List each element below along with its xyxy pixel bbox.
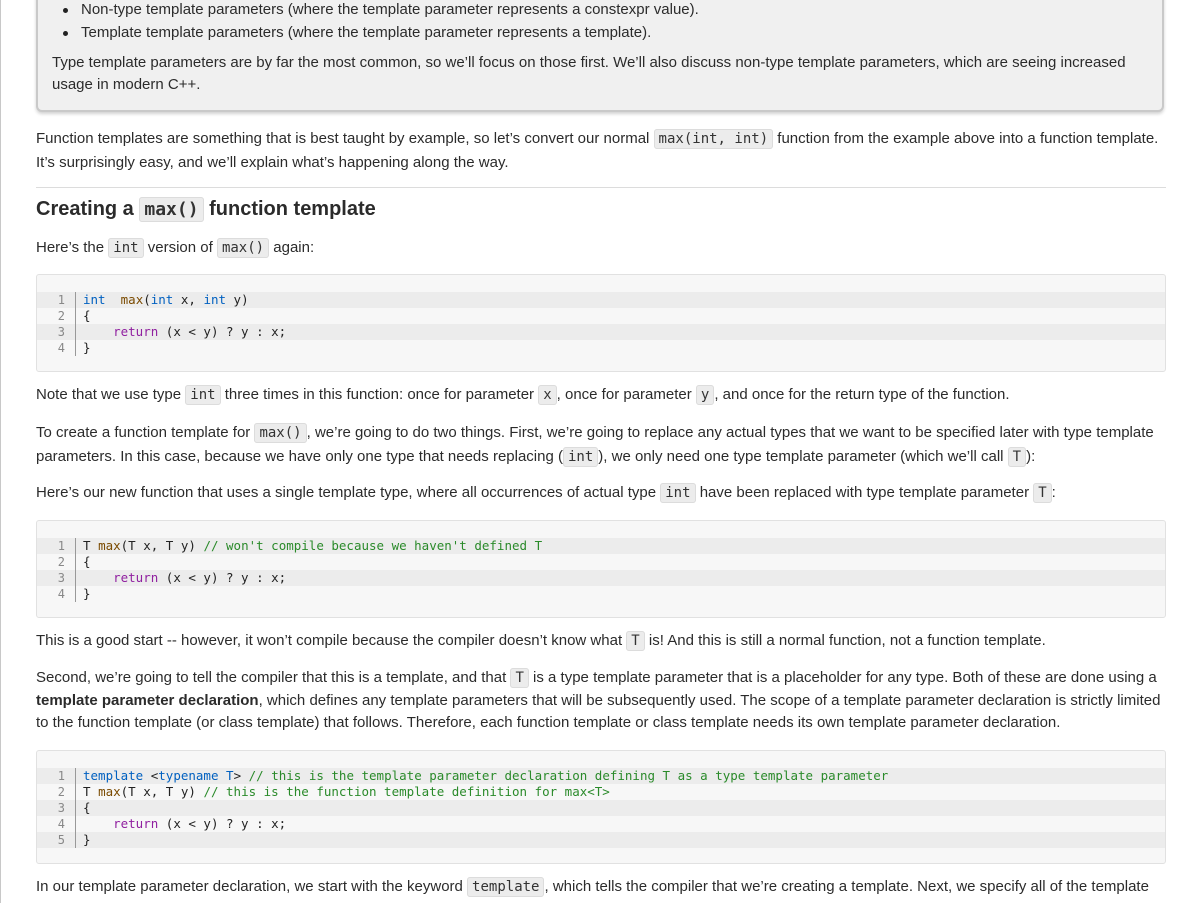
line-number: 3 <box>57 571 65 585</box>
inline-code: int <box>108 238 143 258</box>
text: is a type template parameter that is a placeholder for any type. Both of these are done using a <box>528 669 1157 686</box>
inline-code: int <box>660 483 695 503</box>
code-line <box>37 308 1165 324</box>
code-line <box>37 768 1165 784</box>
text: Creating a <box>36 198 140 220</box>
paragraph-new-function <box>36 481 1164 505</box>
line-number: 2 <box>57 555 65 569</box>
intro-paragraph <box>36 127 1164 175</box>
text: Here’s our new function that uses a single template type, where all occurrences of actual type <box>36 484 661 501</box>
paragraph-template-declaration <box>36 667 1164 735</box>
text: function template <box>203 198 376 220</box>
line-number: 2 <box>57 785 65 799</box>
paragraph-create-template <box>36 421 1164 469</box>
text: Function templates are something that is best taught by example, so let’s convert our normal <box>36 130 654 147</box>
code-text: } <box>83 586 91 601</box>
text: : <box>1051 484 1056 501</box>
note-bullet: Template template parameters (where the template parameter represents a template). <box>60 21 699 44</box>
code-block-2 <box>36 520 1166 618</box>
line-number: 1 <box>57 293 65 307</box>
inline-code: y <box>696 385 714 405</box>
code-line <box>37 800 1165 816</box>
inline-code: T <box>1033 483 1051 503</box>
inline-code: x <box>538 385 556 405</box>
code-line <box>37 340 1165 356</box>
code-text: int max(int x, int y) <box>83 292 249 307</box>
text: function from the example above into a function template. It’s surprisingly easy, and we’ll explain what’s happening along the way. <box>36 130 1159 171</box>
bold-term: template parameter declaration <box>36 691 259 709</box>
code-line <box>37 832 1165 848</box>
inline-code: template <box>467 877 544 897</box>
text: ): <box>1026 448 1036 465</box>
line-number: 5 <box>57 833 65 847</box>
note-box <box>36 0 1164 112</box>
paragraph-int-uses <box>36 383 1164 407</box>
line-number: 2 <box>57 309 65 323</box>
code-text: { <box>83 554 91 569</box>
code-text: } <box>83 340 91 355</box>
inline-code: T <box>1008 447 1026 467</box>
code-text: T max(T x, T y) // this is the function template definition for max<T> <box>83 784 610 799</box>
code-text: return (x < y) ? y : x; <box>113 816 287 831</box>
section-heading <box>36 198 376 221</box>
text: This is a good start -- however, it won’t compile because the compiler doesn’t know what <box>36 632 627 649</box>
text: Here’s the <box>36 239 109 256</box>
code-text: return (x < y) ? y : x; <box>113 570 287 585</box>
code-line <box>37 292 1165 308</box>
section-divider <box>36 187 1166 188</box>
text: , which tells the compiler that we’re creating a template. Next, we specify all of the template <box>544 878 1149 895</box>
note-bullet: Non-type template parameters (where the template parameter represents a constexpr value). <box>60 0 699 21</box>
line-number-gutter <box>75 292 76 356</box>
text: In our template parameter declaration, we start with the keyword <box>36 878 468 895</box>
line-number-gutter <box>75 768 76 848</box>
inline-code: max() <box>217 238 269 258</box>
code-line <box>37 324 1165 340</box>
paragraph-good-start <box>36 629 1164 653</box>
code-lines <box>37 768 1165 848</box>
text: Second, we’re going to tell the compiler that this is a template, and that <box>36 669 511 686</box>
inline-code: T <box>626 631 644 651</box>
text: , once for parameter <box>556 386 696 403</box>
code-line <box>37 554 1165 570</box>
code-text: { <box>83 800 91 815</box>
text: three times in this function: once for parameter <box>220 386 539 403</box>
paragraph-keyword-template <box>36 875 1164 899</box>
code-text: } <box>83 832 91 847</box>
code-block-3 <box>36 750 1166 864</box>
code-lines <box>37 538 1165 602</box>
text: ), we only need one type template parameter (which we’ll call <box>598 448 1008 465</box>
code-line <box>37 586 1165 602</box>
code-text: { <box>83 308 91 323</box>
text: have been replaced with type template parameter <box>695 484 1034 501</box>
inline-code: max() <box>139 197 203 222</box>
text: To create a function template for <box>36 424 255 441</box>
code-line <box>37 570 1165 586</box>
note-bullet-list <box>60 0 699 44</box>
text: , which defines any template parameters that will be subsequently used. The scope of a template parameter declaration is strictly limited to the function template (or class template) that follows. Therefore, each function template or class template needs its own template parameter declaration. <box>36 691 1161 731</box>
page-left-border <box>0 0 1 903</box>
text: version of <box>143 239 217 256</box>
code-line <box>37 816 1165 832</box>
code-text: T max(T x, T y) // won't compile because we haven't defined T <box>83 538 543 553</box>
line-number: 3 <box>57 801 65 815</box>
code-lines <box>37 292 1165 356</box>
text: is! And this is still a normal function, not a function template. <box>644 632 1046 649</box>
code-block-1 <box>36 274 1166 372</box>
line-number: 4 <box>57 817 65 831</box>
code-line <box>37 538 1165 554</box>
inline-code: int <box>185 385 220 405</box>
text: Note that we use type <box>36 386 186 403</box>
note-paragraph: Type template parameters are by far the most common, so we’ll focus on those first. We’ll also discuss non-type template parameters, which are seeing increased usage in modern C++. <box>52 54 1126 93</box>
code-text: template <typename T> // this is the template parameter declaration defining T as a type template parameter <box>83 768 889 783</box>
inline-code: T <box>510 668 528 688</box>
code-text: return (x < y) ? y : x; <box>113 324 287 339</box>
text: , we’re going to do two things. First, we’re going to replace any actual types that we want to be specified later with type template parameters. In this case, because we have only one type that needs replacing ( <box>36 424 1154 465</box>
line-number: 4 <box>57 341 65 355</box>
line-number: 4 <box>57 587 65 601</box>
inline-code: int <box>563 447 598 467</box>
code-line <box>37 784 1165 800</box>
text: , and once for the return type of the function. <box>714 386 1010 403</box>
paragraph-int-version <box>36 236 1164 260</box>
inline-code: max() <box>254 423 306 443</box>
line-number: 3 <box>57 325 65 339</box>
line-number: 1 <box>57 769 65 783</box>
text: again: <box>269 239 315 256</box>
inline-code: max(int, int) <box>654 129 774 149</box>
line-number-gutter <box>75 538 76 602</box>
line-number: 1 <box>57 539 65 553</box>
